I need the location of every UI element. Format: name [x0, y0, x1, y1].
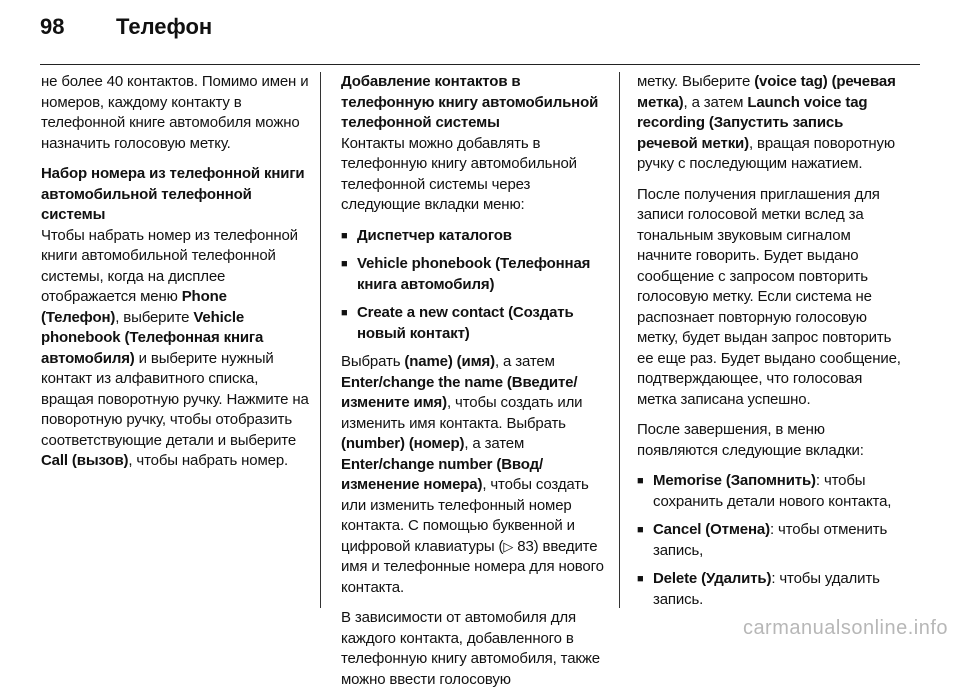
- paragraph: Выбрать (name) (имя), а затем Enter/change the name (Введите/измените имя), чтобы создать или изменить имя контакта. Выбрать (number) (номер), а затем Enter/change number (Ввод/изменение номера), чтобы создать или изменить телефонный номер контакта. С помощью буквенной и цифровой клавиатуры (▷ 83) введите имя и телефонные номера для нового контакта.: [341, 353, 604, 596]
- paragraph: После получения приглашения для записи голосовой метки вслед за тональным звуковым сигналом начните говорить. Будет выдано сообщение с запросом повторить голосовую метку. Если система не распознает повторную голосовую метку, будет выдан запрос повторить ее еще раз. Будет выдано сообщение, подтверждающее, что голосовая метка записана успешно.: [637, 185, 901, 408]
- menu-term: Vehicle phonebook (Телефонная книга автомобиля): [41, 308, 264, 367]
- list-item: ■ Memorise (Запомнить): чтобы сохранить детали нового контакта,: [637, 471, 905, 512]
- bullet-list: [341, 226, 609, 345]
- list-item: ■ Диспетчер каталогов: [341, 226, 609, 247]
- column-divider-2: [619, 72, 620, 608]
- paragraph: Контакты можно добавлять в телефонную книгу автомобильной телефонной системы через следующие вкладки меню:: [341, 134, 577, 213]
- paragraph: В зависимости от автомобиля для каждого контакта, добавленного в телефонную книгу автомобиля, также можно ввести голосовую: [341, 609, 600, 688]
- menu-term: (number) (номер): [341, 435, 465, 452]
- menu-term: (name) (имя): [404, 353, 495, 370]
- bullet-list: [637, 471, 905, 610]
- menu-term: Call (вызов): [41, 452, 129, 469]
- menu-term: Phone (Телефон): [41, 288, 227, 326]
- list-item: ■ Delete (Удалить): чтобы удалить запись.: [637, 569, 905, 610]
- header-rule: [40, 64, 920, 65]
- page-number: 98: [40, 14, 65, 39]
- watermark: carmanualsonline.info: [742, 617, 948, 639]
- paragraph: не более 40 контактов. Помимо имен и номеров, каждому контакту в телефонной книге автомобиля можно назначить голосовую метку.: [41, 73, 309, 152]
- menu-term: Enter/change the name (Введите/измените имя): [341, 373, 578, 411]
- section-heading: Набор номера из телефонной книги автомобильной телефонной системы: [41, 165, 305, 223]
- column-1: [41, 72, 309, 482]
- paragraph: метку. Выберите (voice tag) (речевая метка), а затем Launch voice tag recording (Запустить запись речевой метки), вращая поворотную ручку с последующим нажатием.: [637, 73, 896, 172]
- section-heading: Добавление контактов в телефонную книгу автомобильной телефонной системы: [341, 73, 599, 131]
- column-3: [637, 72, 905, 618]
- list-item: ■ Cancel (Отмена): чтобы отменить запись,: [637, 520, 905, 561]
- menu-term: Launch voice tag recording (Запустить запись речевой метки): [637, 93, 868, 152]
- list-item: ■ Vehicle phonebook (Телефонная книга автомобиля): [341, 254, 609, 295]
- arrow-reference-icon: ▷: [503, 538, 514, 554]
- column-divider-1: [320, 72, 321, 608]
- page-title: Телефон: [116, 14, 213, 39]
- paragraph: Чтобы набрать номер из телефонной книги автомобильной телефонной системы, когда на дисплее отображается меню Phone (Телефон), выберите Vehicle phonebook (Телефонная книга автомобиля) и выберите нужный контакт из алфавитного списка, вращая поворотную ручку. Нажмите на поворотную ручку, чтобы отобразить соответствующие детали и выберите Call (вызов), чтобы набрать номер.: [41, 226, 309, 469]
- menu-term: (voice tag) (речевая метка): [637, 73, 896, 111]
- paragraph: После завершения, в меню появляются следующие вкладки:: [637, 421, 864, 459]
- column-2: [341, 72, 609, 700]
- list-item: ■ Create a new contact (Создать новый контакт): [341, 303, 609, 344]
- menu-term: Enter/change number (Ввод/изменение номера): [341, 455, 543, 493]
